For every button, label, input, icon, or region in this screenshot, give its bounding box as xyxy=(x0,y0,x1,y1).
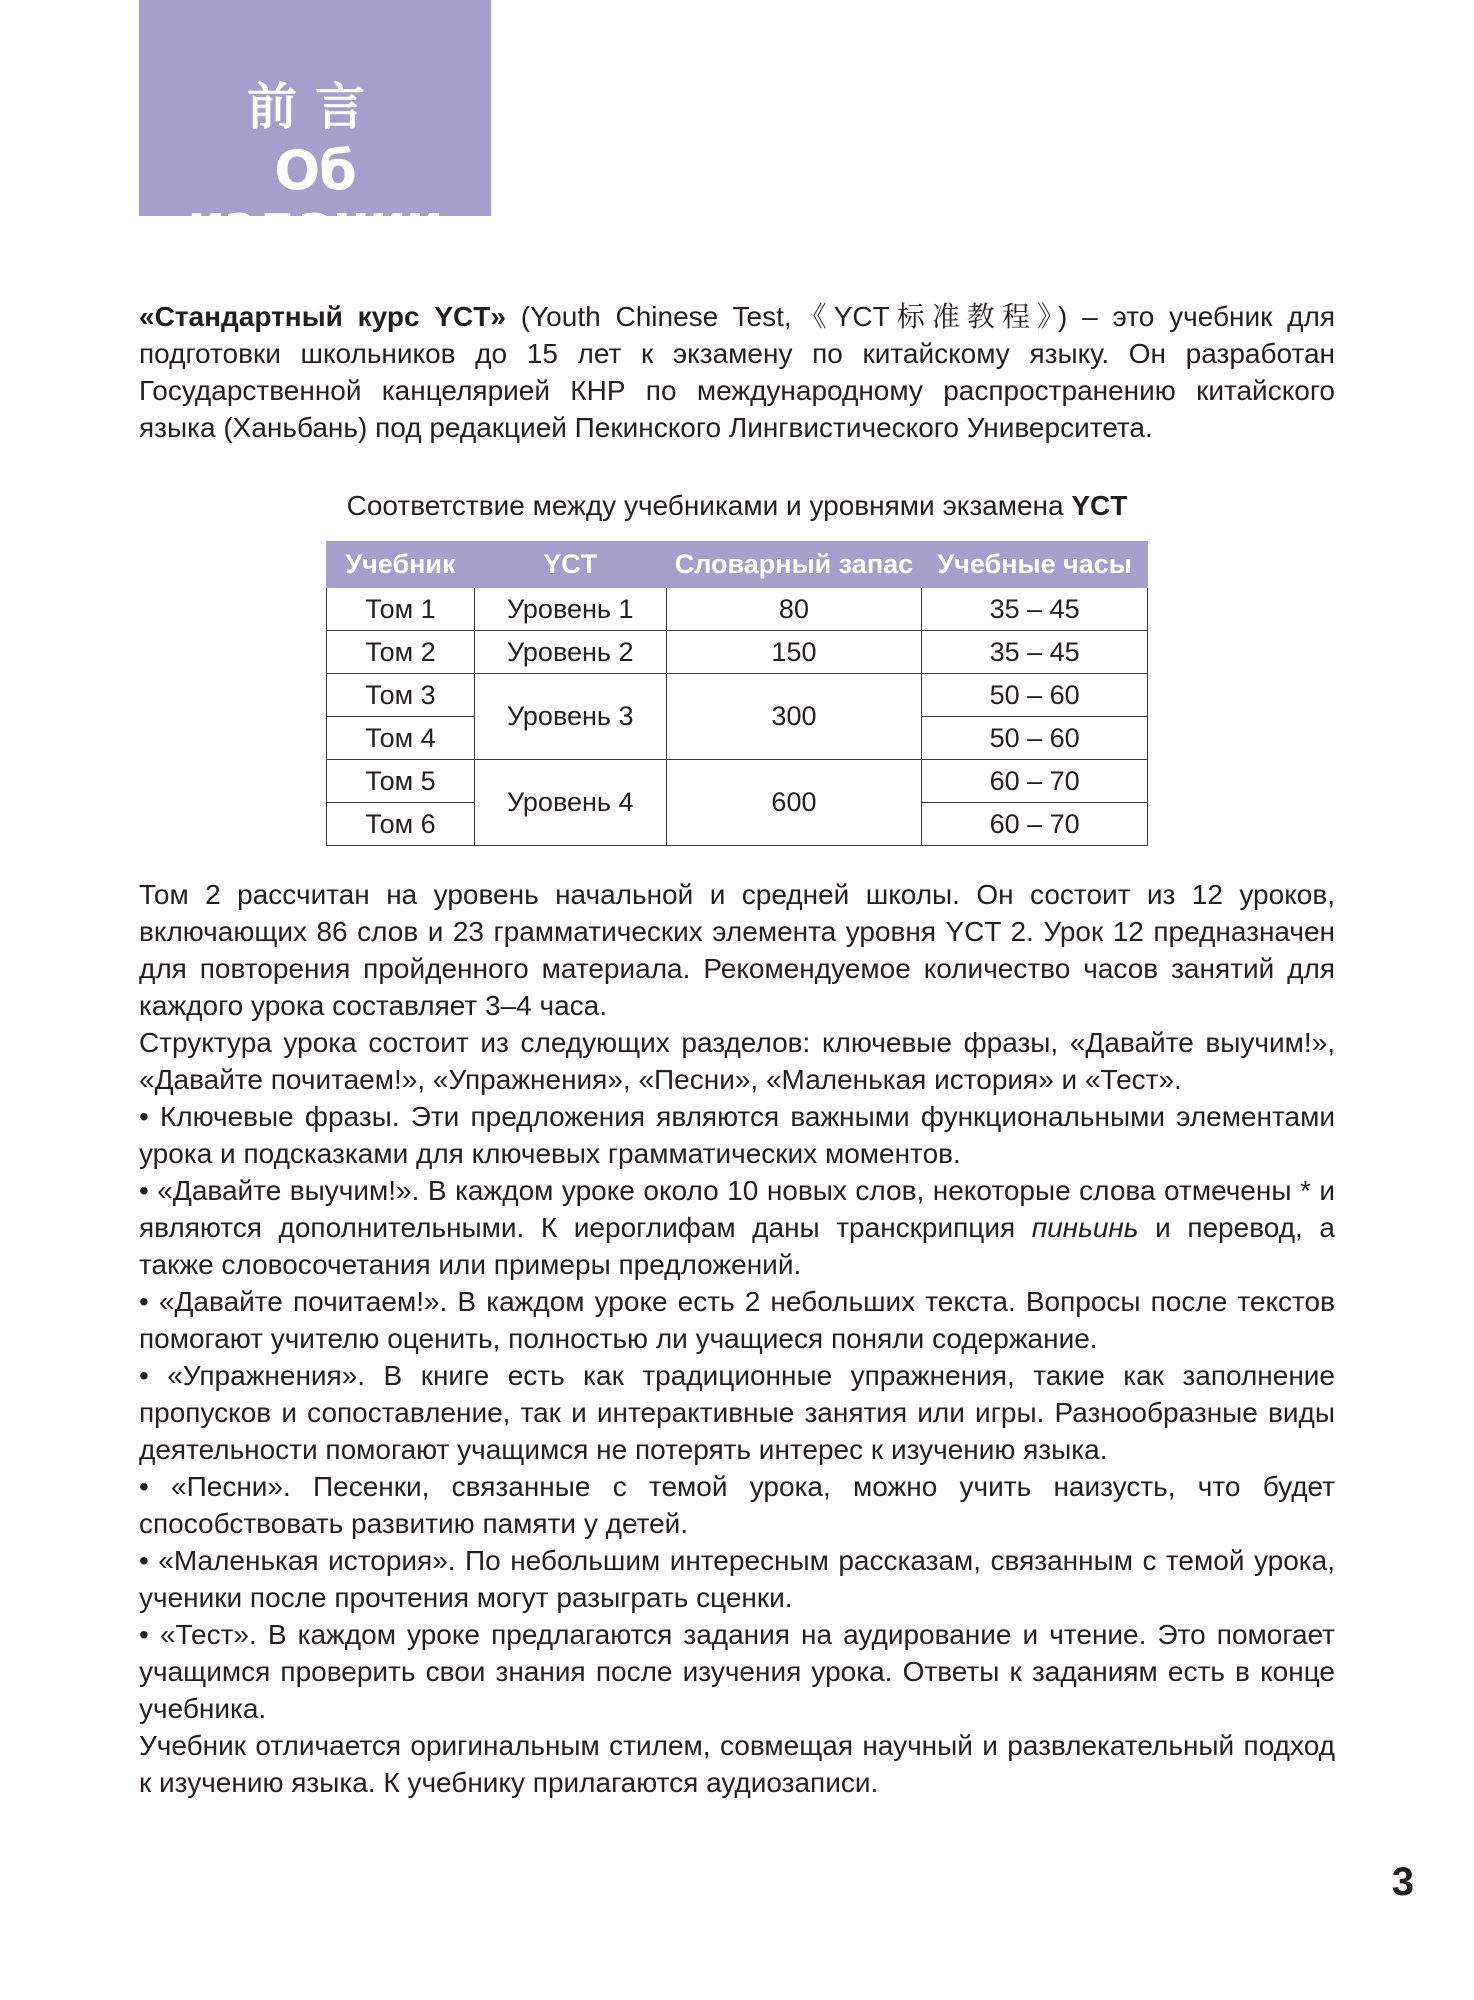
bullet-item: • «Давайте почитаем!». В каждом уроке есть 2 небольших текста. Вопросы после текстов помогают учителю оценить, полностью ли учащиеся поняли содержание. xyxy=(139,1286,1335,1354)
bullet-item: • «Песни». Песенки, связанные с темой урока, можно учить наизусть, что будет способствовать развитию памяти у детей. xyxy=(139,1471,1335,1539)
header-cell-yct: YCT xyxy=(474,542,666,588)
cell-book: Том 5 xyxy=(327,760,475,803)
intro-paragraph xyxy=(139,298,1335,446)
bullet-item: • «Тест». В каждом уроке предлагаются задания на аудирование и чтение. Это помогает учащимся проверить свои знания после изучения урока. Ответы к заданиям есть в конце учебника. xyxy=(139,1619,1335,1724)
table-caption xyxy=(139,487,1335,524)
cell-level: Уровень 3 xyxy=(474,674,666,760)
cell-vocab: 80 xyxy=(666,588,922,631)
correspondence-table xyxy=(326,541,1148,846)
cell-level: Уровень 4 xyxy=(474,760,666,846)
header-cell-hours: Учебные часы xyxy=(922,542,1148,588)
cell-vocab: 150 xyxy=(666,631,922,674)
cell-hours: 35 – 45 xyxy=(922,631,1148,674)
cell-book: Том 3 xyxy=(327,674,475,717)
paragraph: Том 2 рассчитан на уровень начальной и средней школы. Он состоит из 12 уроков, включающих 86 слов и 23 грамматических элемента уровня YCT 2. Урок 12 предназначен для повторения пройденного материала. Рекомендуемое количество часов занятий для каждого урока составляет 3–4 часа. xyxy=(139,879,1335,1021)
bullet-item: • «Маленькая история». По небольшим интересным рассказам, связанным с темой урока, ученики после прочтения могут разыграть сценки. xyxy=(139,1545,1335,1613)
cell-hours: 35 – 45 xyxy=(922,588,1148,631)
page-number: 3 xyxy=(1391,1860,1414,1904)
cell-hours: 50 – 60 xyxy=(922,717,1148,760)
cell-hours: 50 – 60 xyxy=(922,674,1148,717)
header-cell-vocabulary: Словарный запас xyxy=(666,542,922,588)
cell-vocab: 600 xyxy=(666,760,922,846)
table-row xyxy=(327,760,1148,803)
bullet-item: • «Упражнения». В книге есть как традиционные упражнения, такие как заполнение пропусков и сопоставление, так и интерактивные занятия или игры. Разнообразные виды деятельности помогают учащимся не потерять интерес к изучению языка. xyxy=(139,1360,1335,1465)
header-cell-book: Учебник xyxy=(327,542,475,588)
section-header xyxy=(139,0,491,256)
table-row xyxy=(327,588,1148,631)
bullet-italic-term: пиньинь xyxy=(1031,1212,1139,1243)
paragraph: Структура урока состоит из следующих разделов: ключевые фразы, «Давайте выучим!», «Давайте почитаем!», «Упражнения», «Песни», «Маленькая история» и «Тест». xyxy=(139,1027,1335,1095)
table-caption-bold: YCT xyxy=(1071,490,1128,521)
cell-level: Уровень 1 xyxy=(474,588,666,631)
table-header-row xyxy=(327,542,1148,588)
cell-vocab: 300 xyxy=(666,674,922,760)
table-row xyxy=(327,674,1148,717)
intro-bold-title: «Стандартный курс YCT» xyxy=(139,301,506,332)
bullet-text: и перевод, а также словосочетания или примеры предложений. xyxy=(139,1212,1335,1280)
cell-book: Том 1 xyxy=(327,588,475,631)
header-title-chinese: 前言 xyxy=(247,78,383,136)
cell-hours: 60 – 70 xyxy=(922,760,1148,803)
cell-level: Уровень 2 xyxy=(474,631,666,674)
bullet-text: • «Давайте выучим!». В каждом уроке около 10 новых слов, некоторые слова отмечены * и являются дополнительными. К иероглифам даны транскрипция xyxy=(139,1175,1335,1243)
cell-book: Том 6 xyxy=(327,803,475,846)
intro-text: (Youth Chinese Test,《YCT标准教程》) – это учебник для подготовки школьников до 15 лет к экзамену по китайскому языку. Он разработан Государственной канцелярией КНР по международному распространению китайского языка (Ханьбань) под редакцией Пекинского Лингвистического Университета. xyxy=(139,301,1336,443)
table-row xyxy=(327,631,1148,674)
bullet-item: • Ключевые фразы. Эти предложения являются важными функциональными элементами урока и подсказками для ключевых грамматических моментов. xyxy=(139,1101,1335,1169)
cell-book: Том 2 xyxy=(327,631,475,674)
body-text xyxy=(139,876,1335,1801)
bullet-item xyxy=(139,1172,1335,1283)
table-caption-text: Соответствие между учебниками и уровнями экзамена xyxy=(346,490,1064,521)
cell-book: Том 4 xyxy=(327,717,475,760)
paragraph: Учебник отличается оригинальным стилем, совмещая научный и развлекательный подход к изучению языка. К учебнику прилагаются аудиозаписи. xyxy=(139,1730,1335,1798)
cell-hours: 60 – 70 xyxy=(922,803,1148,846)
header-title-russian: Об издании xyxy=(187,139,443,256)
